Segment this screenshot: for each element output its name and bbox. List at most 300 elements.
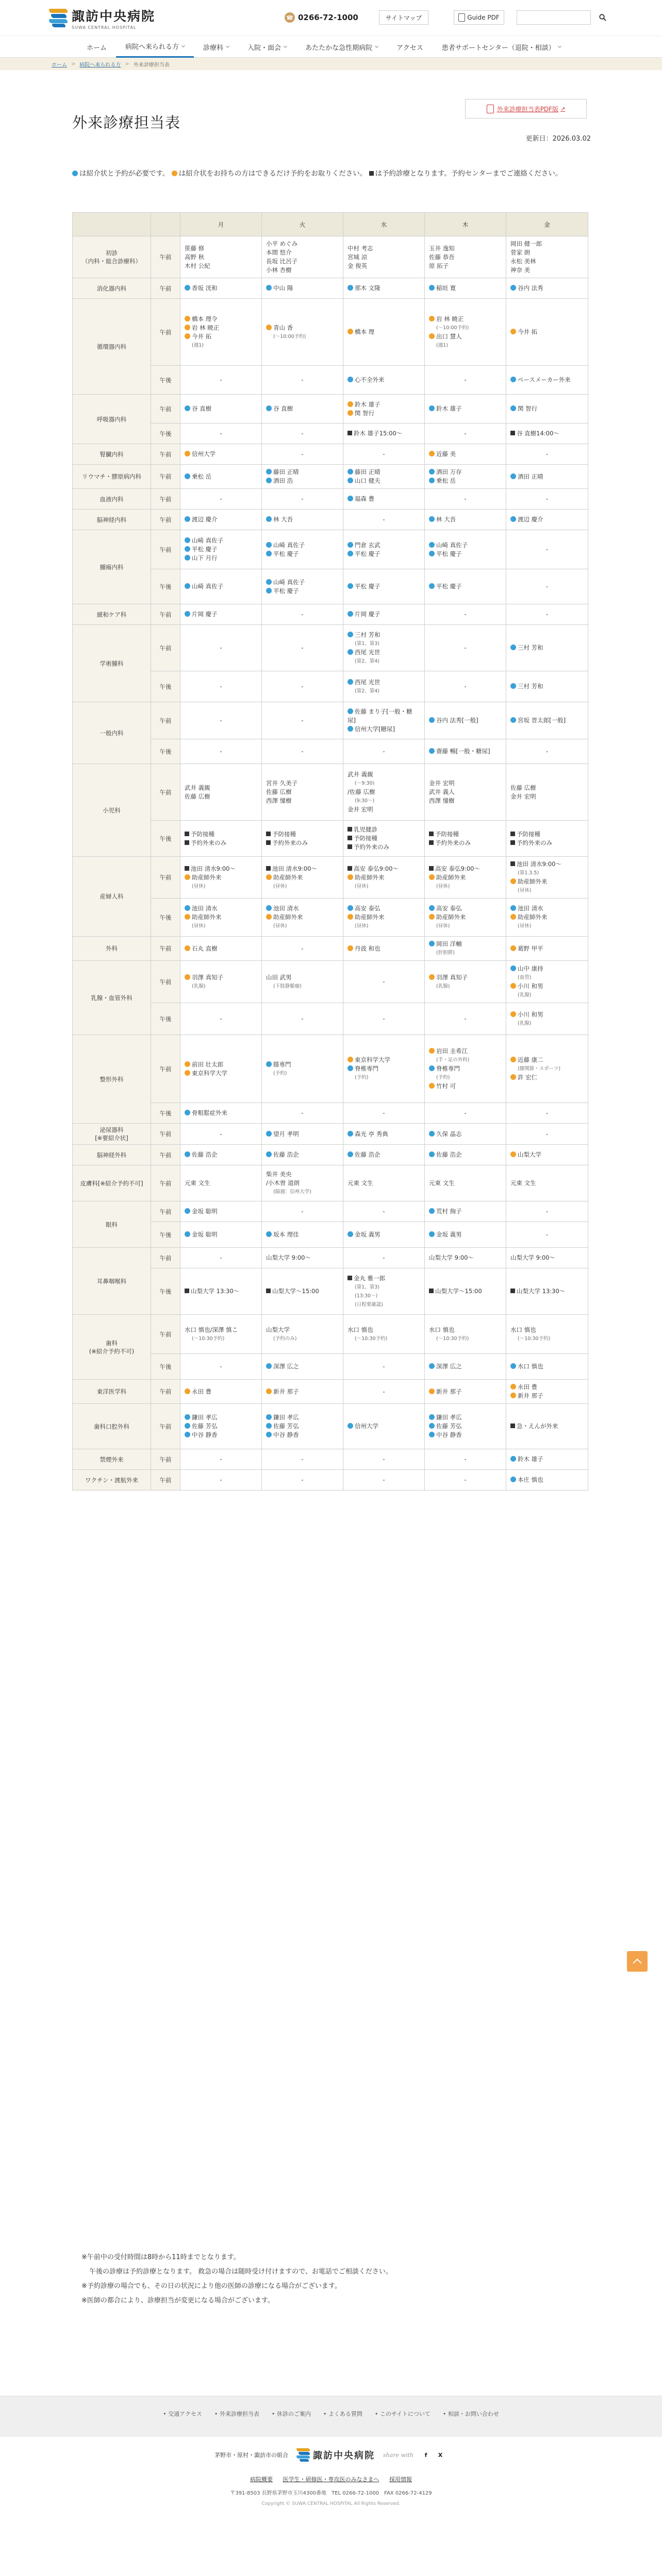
orange-dot-icon: [347, 401, 353, 407]
doctor-entry: [510, 792, 584, 801]
blue-dot-icon: [510, 1477, 516, 1482]
doctor-entry: [510, 643, 584, 652]
notes: [81, 2250, 597, 2308]
cell-text: 近藤 美: [436, 450, 456, 457]
black-square-icon: [510, 840, 515, 845]
doctor-entry: [510, 716, 584, 725]
blue-dot-icon: [347, 1423, 353, 1429]
dept-name: 小児科: [73, 764, 151, 857]
footer-link[interactable]: [443, 2410, 499, 2418]
cell-text: 鈴木 雄子: [518, 1455, 543, 1463]
schedule-cell: [506, 1404, 588, 1449]
cell-text: 助産師外来: [273, 913, 303, 921]
schedule-row: [73, 444, 588, 465]
schedule-cell: [425, 1145, 506, 1165]
doctor-entry: [185, 404, 257, 413]
schedule-cell: [343, 489, 425, 510]
cell-text: (第1.3.5): [518, 870, 539, 876]
empty-cell: [347, 450, 420, 459]
footer-link[interactable]: [214, 2410, 259, 2418]
cell-text: 元東 文生: [347, 1179, 373, 1187]
doctor-entry: [185, 1150, 257, 1159]
footer-link-recruit[interactable]: 採用情報: [389, 2476, 412, 2483]
cell-text: 荒村 絢子: [436, 1208, 462, 1215]
doctor-note: [347, 1292, 420, 1300]
cell-text: -: [464, 1109, 467, 1116]
schedule-row: [73, 764, 588, 821]
schedule-cell: [425, 1380, 506, 1404]
cell-text: 信州大学: [355, 1422, 378, 1430]
orange-dot-icon: [429, 333, 435, 339]
cell-text: 脊椎専門: [355, 1065, 378, 1072]
orange-dot-icon: [429, 974, 435, 980]
cell-text: -: [464, 1476, 467, 1483]
schedule-cell: [180, 739, 262, 764]
nav-item[interactable]: [77, 36, 116, 58]
cell-text: 佐藤 浩企: [355, 1151, 380, 1158]
schedule-cell: [425, 1103, 506, 1124]
orange-dot-icon: [185, 451, 190, 456]
sitemap-button[interactable]: サイトマップ: [379, 10, 428, 25]
doctor-entry: [429, 1413, 502, 1422]
footer-link[interactable]: [323, 2410, 362, 2418]
doctor-entry: [266, 1422, 339, 1431]
nav-item[interactable]: [194, 36, 238, 58]
blue-dot-icon: [429, 405, 435, 411]
orange-dot-icon: [510, 878, 516, 884]
doctor-note: [429, 922, 502, 930]
empty-cell: [347, 1207, 420, 1216]
blue-dot-icon: [185, 516, 190, 522]
schedule-cell: [180, 278, 262, 299]
cell-text: 前田 壮太郎: [192, 1060, 224, 1068]
nav-item[interactable]: [116, 36, 194, 58]
black-square-icon: [429, 832, 434, 836]
cell-text: (昼休): [355, 923, 369, 929]
cell-text: 助産師外来: [436, 913, 466, 921]
schedule-cell: [262, 1404, 343, 1449]
doctor-entry: [510, 376, 584, 384]
chevron-down-icon: [181, 43, 185, 47]
orange-dot-icon: [266, 325, 272, 330]
cell-text: -: [383, 1476, 385, 1483]
schedule-cell: [425, 1035, 506, 1103]
logo-mark-icon: [296, 2448, 310, 2462]
blue-dot-icon: [266, 469, 272, 474]
doctor-entry: [429, 1207, 502, 1216]
cell-text: 平松 慶子: [273, 550, 299, 557]
doctor-entry: [185, 315, 257, 324]
cell-text: -: [301, 611, 304, 618]
empty-cell: [429, 1109, 502, 1117]
dept-name: 耳鼻咽喉科: [73, 1248, 151, 1315]
cell-text: (隔週：信州大学): [273, 1189, 311, 1195]
footer-link-students[interactable]: 医学生・研修医・専攻医のみなさまへ: [283, 2476, 379, 2483]
footer-link-about[interactable]: 病院概要: [250, 2476, 273, 2483]
schedule-cell: [343, 937, 425, 961]
schedule-cell: [180, 1145, 262, 1165]
cell-text: 菅家 朗: [510, 249, 531, 256]
blue-dot-icon: [429, 1231, 435, 1237]
schedule-cell: [343, 1145, 425, 1165]
doctor-entry: [429, 1362, 502, 1371]
x-icon[interactable]: X: [438, 2451, 443, 2459]
header-phone[interactable]: [285, 12, 358, 23]
cell-text: 平松 慶子: [355, 550, 380, 557]
empty-cell: [429, 682, 502, 691]
doctor-entry: [266, 587, 339, 596]
schedule-cell: [506, 1201, 588, 1222]
empty-cell: [510, 610, 584, 619]
empty-cell: [266, 643, 339, 652]
doctor-entry: [266, 973, 339, 982]
cell-text: (予約): [436, 1075, 450, 1080]
cell-text: (～10:30予約): [518, 1335, 551, 1342]
doctor-entry: [429, 1082, 502, 1091]
black-square-icon: [347, 836, 352, 840]
cell-text: 今井 拓: [518, 328, 538, 335]
doctor-entry: [429, 1287, 502, 1296]
doctor-entry: [429, 284, 502, 293]
schedule-cell: [262, 961, 343, 1003]
doctor-entry: [185, 610, 257, 619]
schedule-cell: [262, 489, 343, 510]
blue-dot-icon: [429, 542, 435, 548]
schedule-cell: [425, 1354, 506, 1380]
cell-text: 助産師外来: [355, 873, 385, 881]
bullet-icon: •: [214, 2411, 220, 2417]
blue-dot-icon: [185, 905, 190, 911]
nav-item-label: 病院へ来られる方: [125, 43, 179, 51]
doctor-note: [510, 922, 584, 930]
blue-dot-icon: [429, 285, 435, 291]
doctor-entry: [185, 253, 257, 262]
empty-cell: [429, 429, 502, 438]
schedule-cell: [425, 1124, 506, 1145]
cell-text: 信州大学: [192, 450, 216, 457]
doctor-note: [347, 1300, 420, 1309]
schedule-cell: [180, 1404, 262, 1449]
empty-cell: [185, 643, 257, 652]
doctor-entry: [429, 1253, 502, 1262]
hospital-logo[interactable]: [49, 6, 155, 30]
empty-cell: [510, 747, 584, 756]
empty-cell: [429, 643, 502, 652]
doctor-entry: [266, 1387, 339, 1396]
doctor-entry: [266, 248, 339, 257]
cell-text: 三村 芳和: [518, 683, 543, 690]
cell-text: 予防接種: [354, 835, 377, 842]
cell-text: -: [545, 1130, 549, 1138]
schedule-cell: [425, 1315, 506, 1354]
schedule-cell: [180, 604, 262, 625]
cell-text: 中谷 静香: [273, 1431, 299, 1438]
cell-text: 水口 慎也: [347, 1326, 373, 1333]
cell-text: 東京科学大学: [355, 1056, 390, 1063]
doctor-entry: [347, 913, 420, 922]
schedule-cell: [425, 739, 506, 764]
cell-text: 助産師外来: [273, 873, 303, 881]
blue-dot-icon: [347, 551, 353, 556]
schedule-cell: [343, 395, 425, 423]
doctor-entry: [185, 582, 257, 591]
doctor-entry: [185, 1287, 257, 1296]
cell-text: 酒田 正晴: [518, 472, 543, 480]
doctor-note: [347, 1334, 420, 1343]
schedule-cell: [343, 1268, 425, 1315]
cell-text: -: [220, 1130, 222, 1138]
cell-text: 福森 豊: [355, 495, 375, 502]
doctor-entry: [347, 631, 420, 639]
bullet-icon: •: [442, 2411, 448, 2417]
doctor-entry: [185, 536, 257, 545]
orange-dot-icon: [510, 329, 516, 334]
cell-text: 乳児健診: [354, 826, 377, 833]
doctor-note: [429, 982, 502, 991]
schedule-pdf-link[interactable]: [465, 99, 587, 118]
blue-dot-icon: [510, 377, 516, 382]
cell-text: 許 宏仁: [518, 1074, 538, 1081]
guide-pdf-button[interactable]: [454, 10, 504, 25]
cell-text: 三村 芳和: [355, 631, 380, 638]
empty-cell: [266, 1476, 339, 1484]
doctor-entry: [429, 1064, 502, 1073]
blue-dot-icon: [510, 1363, 516, 1369]
cell-text: 助産師外来: [192, 913, 222, 921]
blue-dot-icon: [429, 516, 435, 522]
ampm-label: 午前: [151, 530, 180, 569]
schedule-cell: [262, 1035, 343, 1103]
orange-dot-icon: [510, 1057, 516, 1062]
empty-cell: [510, 1130, 584, 1139]
schedule-cell: [262, 1449, 343, 1470]
schedule-cell: [506, 857, 588, 899]
cell-text: 予防接種: [272, 830, 296, 838]
cell-text: 森光 亭 秀典: [355, 1130, 388, 1138]
empty-cell: [429, 1014, 502, 1023]
ampm-label: 午後: [151, 366, 180, 395]
empty-cell: [510, 1207, 584, 1216]
cell-text: (9:30～): [355, 798, 375, 804]
cell-text: 青山 香: [273, 324, 293, 331]
schedule-cell: [180, 1124, 262, 1145]
dept-name: 学術腫科: [73, 625, 151, 702]
dept-name: 外科: [73, 937, 151, 961]
footer-link[interactable]: [375, 2410, 431, 2418]
doctor-note: [266, 882, 339, 891]
doctor-note: [429, 324, 502, 332]
doctor-note: [266, 332, 339, 341]
cell-text: 深澤 広之: [273, 1363, 299, 1370]
blue-dot-icon: [266, 285, 272, 291]
nav-item[interactable]: [238, 36, 296, 58]
cell-text: ペースメーカー外来: [518, 376, 571, 383]
blue-dot-icon: [429, 1432, 435, 1437]
schedule-cell: [425, 423, 506, 444]
doctor-entry: [266, 1413, 339, 1422]
doctor-entry: [347, 725, 420, 734]
cell-text: -: [545, 495, 549, 502]
blue-dot-icon: [266, 1231, 272, 1237]
blue-dot-icon: [266, 1363, 272, 1369]
empty-cell: [266, 1014, 339, 1023]
blue-dot-icon: [347, 1231, 353, 1237]
schedule-cell: [262, 857, 343, 899]
cell-text: 高野 秋: [185, 253, 205, 261]
doctor-entry: [510, 240, 584, 248]
schedule-cell: [180, 857, 262, 899]
cell-text: -: [220, 1363, 222, 1370]
doctor-note: [266, 1188, 339, 1196]
logo-name: 諏訪中央病院: [72, 9, 156, 24]
empty-cell: [347, 1109, 420, 1117]
cell-text: 岡田 健一郎: [510, 240, 542, 247]
nav-item[interactable]: [296, 36, 387, 58]
cell-text: 武井 義親: [185, 784, 210, 791]
schedule-cell: [180, 1449, 262, 1470]
doctor-entry: [510, 1326, 584, 1334]
page-title: 外来診療担当表: [72, 114, 181, 131]
schedule-cell: [425, 961, 506, 1003]
cell-text: 平松 慶子: [436, 550, 462, 557]
ampm-label: 午前: [151, 702, 180, 739]
doctor-entry: [266, 1287, 339, 1296]
cell-text: -: [383, 1387, 385, 1395]
orange-dot-icon: [429, 316, 435, 321]
doctor-entry: [347, 409, 420, 418]
cell-text: 谷内 法秀: [518, 284, 543, 292]
dept-name: 整形外科: [73, 1035, 151, 1124]
black-square-icon: [429, 866, 434, 871]
cell-text: 池田 清水: [518, 905, 543, 912]
blue-dot-icon: [347, 496, 353, 501]
updated-date: 更新日：2026.03.02: [525, 135, 591, 143]
search-button[interactable]: [593, 10, 613, 25]
doctor-entry: [185, 865, 257, 873]
schedule-cell: [262, 1248, 343, 1268]
schedule-cell: [343, 1248, 425, 1268]
cell-text: (肝胆膵): [436, 950, 455, 956]
cell-text: 乗松 岳: [192, 472, 212, 480]
cell-text: 山崎 真佐子: [273, 541, 305, 549]
facebook-icon[interactable]: f: [424, 2451, 427, 2459]
doctor-entry: [266, 284, 339, 293]
cell-text: -: [220, 717, 222, 724]
schedule-cell: [180, 937, 262, 961]
footer-link[interactable]: [163, 2410, 202, 2418]
doctor-entry: [185, 1230, 257, 1239]
schedule-cell: [425, 530, 506, 569]
back-to-top-button[interactable]: [627, 1951, 648, 1972]
cell-text: (第2、第4): [355, 658, 380, 664]
cell-text: 西澤 憧樹: [429, 797, 455, 804]
cell-text: 平松 慶子: [355, 583, 380, 590]
schedule-cell: [343, 671, 425, 702]
doctor-entry: [510, 1383, 584, 1392]
ampm-label: 午前: [151, 465, 180, 489]
blue-dot-icon: [429, 583, 435, 589]
cell-text: 金坂 聡明: [192, 1208, 218, 1215]
cell-text: -: [301, 1476, 304, 1483]
cell-text: -: [383, 1208, 385, 1215]
search-input[interactable]: [517, 10, 591, 25]
footer-logo[interactable]: [296, 2448, 375, 2462]
doctor-entry: [510, 1455, 584, 1464]
cell-text: 山口 健夫: [355, 477, 380, 484]
schedule-cell: [180, 764, 262, 821]
doctor-entry: [185, 1422, 257, 1431]
empty-cell: [266, 1455, 339, 1464]
cell-text: -: [220, 748, 222, 755]
cell-text: -: [545, 1208, 549, 1215]
nav-item[interactable]: [387, 36, 433, 58]
cell-text: 永田 豊: [518, 1383, 538, 1391]
cell-text: -: [220, 683, 222, 690]
doctor-entry: [185, 1069, 257, 1078]
cell-text: (予約): [355, 1075, 369, 1080]
doctor-entry: [429, 865, 502, 873]
schedule-cell: [506, 1222, 588, 1248]
nav-item-label: 患者サポートセンター（退院・相談）: [441, 44, 555, 52]
schedule-cell: [180, 821, 262, 857]
schedule-row: [73, 236, 588, 278]
cell-text: (予約のみ): [273, 1335, 297, 1342]
schedule-cell: [262, 1354, 343, 1380]
schedule-cell: [343, 764, 425, 821]
blue-dot-icon: [266, 478, 272, 483]
orange-dot-icon: [185, 333, 190, 339]
doctor-entry: [347, 1150, 420, 1159]
doctor-entry: [266, 1230, 339, 1239]
empty-cell: [185, 1253, 257, 1262]
doctor-entry: [347, 328, 420, 336]
cell-text: (昼休): [192, 883, 206, 889]
doctor-entry: [429, 404, 502, 413]
footer-link-label: このサイトについて: [379, 2411, 431, 2417]
empty-cell: [266, 747, 339, 756]
cell-text: 小川 和男: [518, 982, 543, 990]
doctor-entry: [510, 429, 584, 438]
cell-text: (予約): [273, 1070, 287, 1076]
schedule-cell: [180, 395, 262, 423]
cell-text: 信州大学[糖尿]: [355, 725, 395, 733]
cell-text: -: [220, 430, 222, 437]
doctor-entry: [510, 1179, 584, 1188]
footer-link[interactable]: [272, 2410, 311, 2418]
doctor-entry: [266, 1431, 339, 1439]
empty-cell: [185, 1014, 257, 1023]
nav-item[interactable]: [433, 36, 570, 58]
doctor-entry: [429, 477, 502, 485]
cell-text: 関 智行: [518, 405, 538, 412]
breadcrumb-visitors[interactable]: 病院へ来られる方: [79, 62, 121, 68]
doctor-entry: [347, 648, 420, 657]
breadcrumb-home[interactable]: ホーム: [52, 62, 67, 68]
doctor-entry: [185, 545, 257, 554]
empty-cell: [266, 429, 339, 438]
legend-appointment: は予約診療となります。予約センターまでご連絡ください。: [375, 170, 562, 178]
doctor-entry: [185, 244, 257, 253]
blue-dot-icon: [429, 1423, 435, 1429]
cell-text: 羽澤 真知子: [192, 973, 224, 981]
doctor-entry: [185, 792, 257, 801]
doctor-entry: [429, 830, 502, 839]
doctor-entry: [266, 266, 339, 275]
blue-dot-icon: [347, 1151, 353, 1157]
external-link-icon: ↗: [560, 105, 566, 112]
blue-dot-icon: [347, 1131, 353, 1137]
legend-referral-preferred: は紹介状をお持ちの方はできるだけ予約をお取りください。: [178, 170, 367, 178]
